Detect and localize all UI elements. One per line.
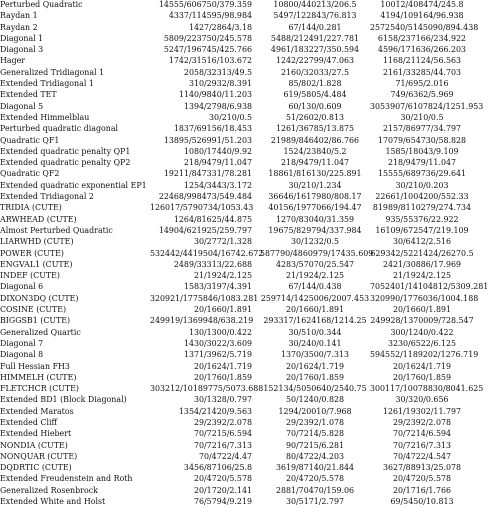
method-2-result-cell: 19675/829794/337.984 — [268, 225, 362, 235]
method-1-result-cell: 1837/69156/18.453 — [173, 124, 252, 134]
table-row — [0, 270, 474, 281]
method-2-result-cell: 85/802/1.828 — [288, 79, 342, 89]
method-3-result-cell: 29/2392/2.078 — [392, 417, 452, 427]
problem-name-cell: Raydan 2 — [0, 22, 38, 32]
method-1-result-cell: 20/4720/5.578 — [193, 474, 252, 484]
method-1-result-cell: 1254/3443/3.172 — [183, 180, 252, 190]
method-1-result-cell: 30/1328/0.797 — [193, 395, 252, 405]
method-1-result-cell: 70/7215/6.594 — [193, 429, 252, 439]
method-1-result-cell: 20/1720/2.141 — [193, 485, 252, 495]
method-1-result-cell: 130/1300/0.422 — [188, 327, 252, 337]
problem-name-cell: POWER (CUTE) — [0, 248, 64, 258]
method-3-result-cell: 2421/30886/17.969 — [382, 259, 462, 269]
table-row — [0, 101, 474, 112]
method-2-result-cell: 70/7214/5.828 — [285, 429, 345, 439]
method-3-result-cell: 1261/19302/11.797 — [382, 406, 462, 416]
problem-name-cell: Hager — [0, 56, 26, 66]
method-1-result-cell: 30/210/0.5 — [209, 112, 252, 122]
problem-name-cell: Extended Tridiagonal 1 — [0, 79, 94, 89]
problem-name-cell: LIARWHD (CUTE) — [0, 237, 74, 247]
table-row — [0, 338, 474, 349]
problem-name-cell: NONQUAR (CUTE) — [0, 451, 78, 461]
method-3-result-cell: 3230/6522/6.125 — [387, 338, 457, 348]
table-row — [0, 293, 474, 304]
method-3-result-cell: 4194/109164/96.938 — [380, 11, 464, 21]
method-3-result-cell: 4596/171636/266.203 — [377, 45, 467, 55]
method-3-result-cell: 15555/689736/29.641 — [377, 169, 467, 179]
method-3-result-cell: 30/210/0.5 — [400, 112, 444, 122]
method-3-result-cell: 30/210/0.203 — [395, 180, 449, 190]
table-row — [0, 281, 474, 292]
problem-name-cell: Almost Perturbed Quadratic — [0, 225, 113, 235]
table-row — [0, 44, 474, 55]
method-1-result-cell: 1394/2798/6.938 — [183, 101, 252, 111]
problem-name-cell: Extended Freudenstein and Roth — [0, 474, 133, 484]
method-3-result-cell: 2161/33285/44.703 — [382, 67, 462, 77]
method-2-result-cell: 1370/3500/7.313 — [280, 350, 350, 360]
method-3-result-cell: 21/1924/2.125 — [392, 271, 452, 281]
method-3-result-cell: 249928/1370009/728.547 — [370, 316, 474, 326]
method-1-result-cell: 310/2932/8.391 — [188, 79, 252, 89]
method-3-result-cell: 70/4722/4.547 — [392, 451, 452, 461]
table-row — [0, 89, 474, 100]
problem-name-cell: Generalized Quartic — [0, 327, 81, 337]
table-row — [0, 236, 474, 247]
method-3-result-cell: 70/7216/7.313 — [392, 440, 452, 450]
method-3-result-cell: 70/7214/6.594 — [392, 429, 452, 439]
method-2-result-cell: 29/2392/1.078 — [285, 417, 345, 427]
method-2-result-cell: 218/9479/11.047 — [280, 158, 350, 168]
problem-name-cell: Raydan 1 — [0, 11, 38, 21]
method-2-result-cell: 20/1760/1.859 — [285, 372, 345, 382]
problem-name-cell: Extended BD1 (Block Diagonal) — [0, 395, 127, 405]
method-3-result-cell: 300117/10078830/8041.625 — [370, 384, 484, 394]
table-row — [0, 304, 474, 315]
problem-name-cell: Extended White and Holst — [0, 497, 106, 507]
method-1-result-cell: 218/9479/11.047 — [183, 158, 252, 168]
method-1-result-cell: 1264/81625/44.875 — [173, 214, 252, 224]
method-2-result-cell: 30/1232/0.5 — [291, 237, 339, 247]
method-2-result-cell: 18861/816130/225.891 — [268, 169, 362, 179]
table-row — [0, 372, 474, 383]
method-1-result-cell: 13895/526991/51.203 — [163, 135, 252, 145]
method-1-result-cell: 3456/87106/25.8 — [183, 463, 252, 473]
method-1-result-cell: 2058/32313/49.5 — [183, 67, 252, 77]
method-1-result-cell: 70/4722/4.47 — [198, 451, 252, 461]
method-2-result-cell: 619/5805/4.484 — [283, 90, 347, 100]
table-row — [0, 485, 474, 496]
problem-name-cell: Quadratic QF1 — [0, 135, 60, 145]
method-3-result-cell: 7052401/14104812/5309.281 — [370, 282, 488, 292]
problem-name-cell: COSINE (CUTE) — [0, 305, 67, 315]
method-3-result-cell: 81989/8110279/274.734 — [372, 203, 472, 213]
problem-name-cell: Generalized Rosenbrock — [0, 485, 98, 495]
problem-name-cell: Extended TET — [0, 90, 57, 100]
method-2-result-cell: 1270/83040/31.359 — [275, 214, 355, 224]
method-2-result-cell: 40156/1977066/194.47 — [268, 203, 362, 213]
method-1-result-cell: 1140/9840/11.203 — [178, 90, 252, 100]
method-2-result-cell: 2160/32033/27.5 — [280, 67, 350, 77]
method-1-result-cell: 76/5794/9.219 — [193, 497, 252, 507]
method-1-result-cell: 70/7216/7.313 — [193, 440, 252, 450]
problem-name-cell: DQDRTIC (CUTE) — [0, 463, 72, 473]
method-2-result-cell: 10800/440213/206.5 — [273, 0, 357, 9]
table-row — [0, 202, 474, 213]
problem-name-cell: Diagonal 3 — [0, 45, 44, 55]
table-row — [0, 428, 474, 439]
method-3-result-cell: 20/4720/5.578 — [392, 474, 452, 484]
table-row — [0, 259, 474, 270]
problem-name-cell: TRIDIA (CUTE) — [0, 203, 62, 213]
table-row — [0, 349, 474, 360]
method-2-result-cell: 259714/1425006/2007.453 — [260, 293, 370, 303]
method-3-result-cell: 30/320/0.656 — [395, 395, 449, 405]
method-3-result-cell: 749/6362/5.969 — [390, 90, 454, 100]
method-1-result-cell: 30/2772/1.328 — [193, 237, 252, 247]
method-2-result-cell: 36646/1617980/808.17 — [268, 192, 362, 202]
method-2-result-cell: 293317/1624168/1214.25 — [263, 316, 367, 326]
problem-name-cell: BIGGSB1 (CUTE) — [0, 316, 71, 326]
problem-name-cell: Extended Himmelblau — [0, 112, 90, 122]
method-3-result-cell: 3053907/6107824/1251.953 — [370, 101, 484, 111]
method-2-result-cell: 51/2602/0.813 — [285, 112, 345, 122]
table-row — [0, 22, 474, 33]
method-3-result-cell: 30/6412/2.516 — [392, 237, 452, 247]
table-row — [0, 394, 474, 405]
method-1-result-cell: 1583/3197/4.391 — [183, 282, 252, 292]
method-2-result-cell: 1261/36785/13.875 — [275, 124, 355, 134]
problem-name-cell: Extended quadratic exponential EP1 — [0, 180, 147, 190]
method-2-result-cell: 5497/122843/76.813 — [273, 11, 357, 21]
method-1-result-cell: 320921/1775846/1083.281 — [150, 293, 259, 303]
method-3-result-cell: 20/1624/1.719 — [392, 361, 452, 371]
method-2-result-cell: 30/510/0.344 — [288, 327, 342, 337]
method-3-result-cell: 10012/408474/245.8 — [380, 0, 464, 9]
method-3-result-cell: 2157/86977/34.797 — [382, 124, 462, 134]
method-1-result-cell: 2489/33313/22.688 — [173, 259, 252, 269]
method-1-result-cell: 249919/1369948/638.219 — [150, 316, 254, 326]
table-row — [0, 451, 474, 462]
method-1-result-cell: 20/1660/1.891 — [193, 305, 252, 315]
problem-name-cell: DIXON3DQ (CUTE) — [0, 293, 79, 303]
method-1-result-cell: 303212/10189775/5073.688 — [150, 384, 264, 394]
method-1-result-cell: 21/1924/2.125 — [193, 271, 252, 281]
method-1-result-cell: 532442/4419504/16742.672 — [150, 248, 264, 258]
method-2-result-cell: 5488/212491/227.781 — [270, 33, 360, 43]
method-1-result-cell: 14904/621925/259.797 — [158, 225, 252, 235]
problem-name-cell: HIMMELH (CUTE) — [0, 372, 77, 382]
table-row — [0, 33, 474, 44]
method-3-result-cell: 1585/18043/9.109 — [385, 146, 459, 156]
method-2-result-cell: 20/1660/1.891 — [285, 305, 345, 315]
table-row — [0, 135, 474, 146]
method-2-result-cell: 90/7215/6.281 — [285, 440, 345, 450]
table-row — [0, 327, 474, 338]
problem-name-cell: NONDIA (CUTE) — [0, 440, 68, 450]
problem-name-cell: Perturbed quadratic diagonal — [0, 124, 119, 134]
problem-name-cell: Extended Cliff — [0, 417, 58, 427]
method-1-result-cell: 5247/196745/425.766 — [163, 45, 252, 55]
table-row — [0, 67, 474, 78]
table-row — [0, 10, 474, 21]
method-3-result-cell: 20/1716/1.766 — [392, 485, 452, 495]
table-row — [0, 496, 474, 507]
table-row — [0, 214, 474, 225]
table-row — [0, 0, 474, 10]
table-row — [0, 361, 474, 372]
method-2-result-cell: 3619/87140/21.844 — [275, 463, 355, 473]
table-row — [0, 315, 474, 326]
method-2-result-cell: 587790/4860979/17435.609 — [260, 248, 374, 258]
problem-name-cell: Diagonal 1 — [0, 33, 44, 43]
table-row — [0, 123, 474, 134]
method-2-result-cell: 67/144/0.438 — [288, 282, 342, 292]
method-1-result-cell: 126017/5790734/1053.43 — [150, 203, 254, 213]
method-2-result-cell: 1294/20010/7.968 — [278, 406, 352, 416]
method-2-result-cell: 20/1624/1.719 — [285, 361, 345, 371]
method-1-result-cell: 29/2392/2.078 — [193, 417, 252, 427]
table-row — [0, 383, 474, 394]
table-row — [0, 248, 474, 259]
table-row — [0, 78, 474, 89]
method-2-result-cell: 30/210/1.234 — [288, 180, 342, 190]
method-3-result-cell: 594552/1189202/1276.719 — [370, 350, 479, 360]
problem-name-cell: Extended quadratic penalty QP2 — [0, 158, 131, 168]
problem-name-cell: Quadratic QF2 — [0, 169, 60, 179]
method-2-result-cell: 4961/183227/350.594 — [270, 45, 360, 55]
table-row — [0, 168, 474, 179]
method-2-result-cell: 1242/22799/47.063 — [275, 56, 355, 66]
method-1-result-cell: 4337/114595/98.984 — [168, 11, 252, 21]
problem-name-cell: Full Hessian FH3 — [0, 361, 70, 371]
method-3-result-cell: 2572540/5145090/894.438 — [370, 22, 479, 32]
method-2-result-cell: 30/240/0.141 — [288, 338, 342, 348]
problem-name-cell: Diagonal 8 — [0, 350, 44, 360]
method-3-result-cell: 629342/5221424/26270.5 — [370, 248, 474, 258]
method-1-result-cell: 1430/3022/3.609 — [183, 338, 252, 348]
method-3-result-cell: 71/695/2.016 — [395, 79, 449, 89]
method-3-result-cell: 320990/1776036/1004.188 — [370, 293, 479, 303]
method-1-result-cell: 22468/998473/549.484 — [158, 192, 252, 202]
method-1-result-cell: 1427/2864/3.18 — [188, 22, 252, 32]
method-3-result-cell: 16109/672547/219.109 — [375, 225, 469, 235]
table-row — [0, 417, 474, 428]
table-row — [0, 180, 474, 191]
method-2-result-cell: 21/1924/2.125 — [285, 271, 345, 281]
problem-name-cell: Diagonal 7 — [0, 338, 44, 348]
table-row — [0, 440, 474, 451]
method-3-result-cell: 3627/88913/25.078 — [382, 463, 462, 473]
method-1-result-cell: 14555/606750/379.359 — [158, 0, 252, 9]
problem-name-cell: Extended Tridiagonal 2 — [0, 192, 94, 202]
method-1-result-cell: 1371/3962/5.719 — [183, 350, 252, 360]
method-1-result-cell: 20/1760/1.859 — [193, 372, 252, 382]
problem-name-cell: Extended Hiebert — [0, 429, 72, 439]
problem-name-cell: Diagonal 6 — [0, 282, 44, 292]
table-row — [0, 191, 474, 202]
method-2-result-cell: 20/4720/5.578 — [285, 474, 345, 484]
method-1-result-cell: 19211/847331/78.281 — [163, 169, 252, 179]
method-2-result-cell: 67/144/0.281 — [288, 22, 342, 32]
problem-name-cell: Extended Maratos — [0, 406, 74, 416]
method-3-result-cell: 1168/21124/56.563 — [382, 56, 462, 66]
table-row — [0, 112, 474, 123]
method-3-result-cell: 20/1660/1.891 — [392, 305, 452, 315]
method-2-result-cell: 21989/846402/86.766 — [270, 135, 360, 145]
table-row — [0, 406, 474, 417]
method-1-result-cell: 1354/21420/9.563 — [178, 406, 252, 416]
method-3-result-cell: 20/1760/1.859 — [392, 372, 452, 382]
problem-name-cell: Perturbed Quadratic — [0, 0, 83, 9]
method-3-result-cell: 69/5450/10.813 — [390, 497, 454, 507]
table-row — [0, 55, 474, 66]
method-2-result-cell: 1524/23840/5.2 — [283, 146, 347, 156]
method-3-result-cell: 17079/654730/58.828 — [377, 135, 467, 145]
method-2-result-cell: 50/1240/0.828 — [285, 395, 345, 405]
table-row — [0, 157, 474, 168]
table-row — [0, 473, 474, 484]
method-1-result-cell: 1742/31516/103.672 — [168, 56, 252, 66]
method-2-result-cell: 60/130/0.609 — [288, 101, 342, 111]
method-3-result-cell: 218/9479/11.047 — [387, 158, 457, 168]
problem-name-cell: Generalized Tridiagonal 1 — [0, 67, 105, 77]
method-3-result-cell: 935/55376/22.922 — [385, 214, 459, 224]
method-1-result-cell: 1080/17440/9.92 — [183, 146, 252, 156]
method-2-result-cell: 2881/70470/159.06 — [275, 485, 355, 495]
method-3-result-cell: 22661/1004200/552.33 — [375, 192, 469, 202]
method-3-result-cell: 6158/237166/234.922 — [377, 33, 467, 43]
problem-name-cell: FLETCHCR (CUTE) — [0, 384, 80, 394]
method-2-result-cell: 4283/57070/25.547 — [275, 259, 355, 269]
problem-name-cell: ARWHEAD (CUTE) — [0, 214, 77, 224]
method-1-result-cell: 5809/223750/245.578 — [163, 33, 252, 43]
table-row — [0, 225, 474, 236]
method-3-result-cell: 300/1240/0.422 — [390, 327, 454, 337]
method-2-result-cell: 80/4722/4.203 — [285, 451, 345, 461]
method-2-result-cell: 30/5171/2.797 — [285, 497, 345, 507]
problem-name-cell: ENGVAL1 (CUTE) — [0, 259, 73, 269]
method-2-result-cell: 152134/5050640/2540.75 — [263, 384, 367, 394]
problem-name-cell: INDEF (CUTE) — [0, 271, 60, 281]
method-1-result-cell: 20/1624/1.719 — [193, 361, 252, 371]
problem-name-cell: Diagonal 5 — [0, 101, 44, 111]
table-row — [0, 462, 474, 473]
problem-name-cell: Extended quadratic penalty QP1 — [0, 146, 131, 156]
table-row — [0, 146, 474, 157]
